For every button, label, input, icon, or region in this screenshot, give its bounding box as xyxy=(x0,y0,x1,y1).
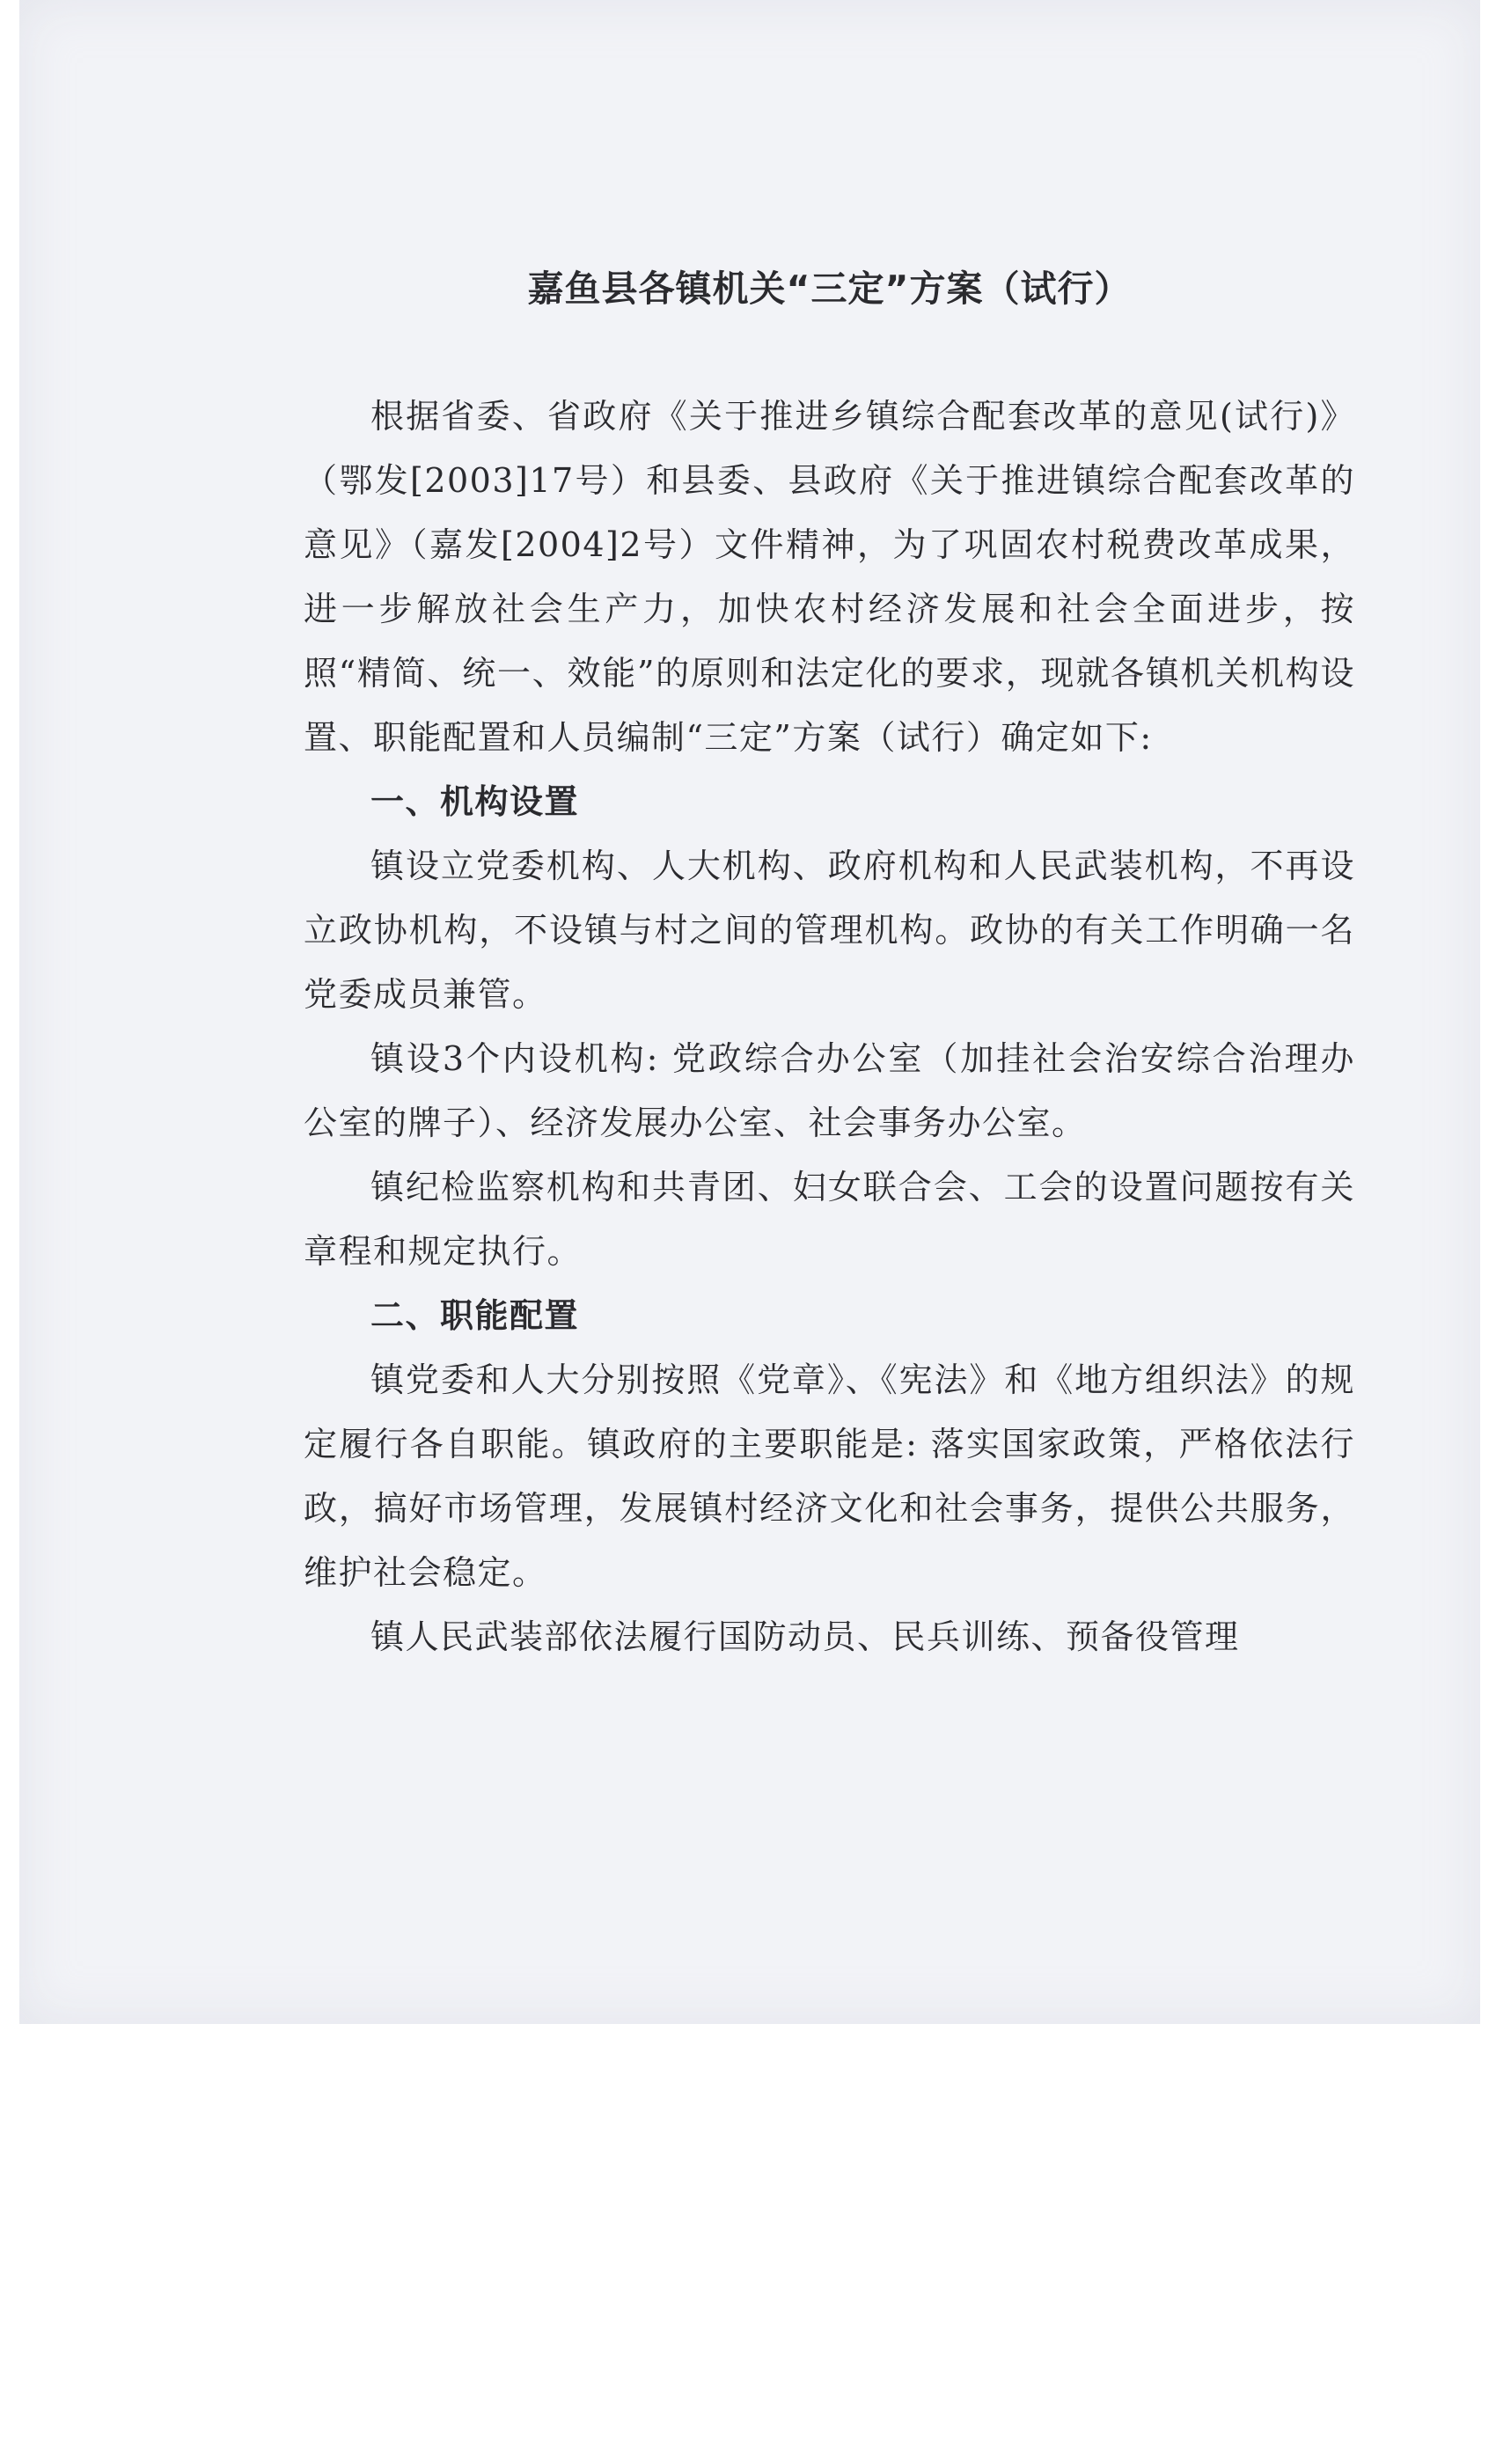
paragraph: 镇纪检监察机构和共青团、妇女联合会、工会的设置问题按有关章程和规定执行。 xyxy=(304,1168,1355,1272)
section-heading-functions: 二、职能配置 xyxy=(370,1296,580,1336)
paragraph: 镇人民武装部依法履行国防动员、民兵训练、预备役管理 xyxy=(370,1617,1240,1657)
paragraph: 镇设3个内设机构: 党政综合办公室（加挂社会治安综合治理办公室的牌子）、经济发展办公室、社会事务办公室。 xyxy=(304,1039,1355,1143)
paragraph: 镇党委和人大分别按照《党章》、《宪法》和《地方组织法》的规定履行各自职能。镇政府的主要职能是: 落实国家政策，严格依法行政，搞好市场管理，发展镇村经济文化和社会事务，提供公共服务，维护社会稳定。 xyxy=(304,1360,1355,1593)
intro-paragraph: 根据省委、省政府《关于推进乡镇综合配套改革的意见(试行)》（鄂发[2003]17号）和县委、县政府《关于推进镇综合配套改革的意见》（嘉发[2004]2号）文件精神，为了巩固农村税费改革成果，进一步解放社会生产力，加快农村经济发展和社会全面进步，按照“精简、统一、效能”的原则和法定化的要求，现就各镇机关机构设置、职能配置和人员编制“三定”方案（试行）确定如下: xyxy=(304,397,1355,758)
section-heading-organization: 一、机构设置 xyxy=(370,782,580,822)
document-title: 嘉鱼县各镇机关“三定”方案（试行） xyxy=(527,268,1132,310)
paragraph: 镇设立党委机构、人大机构、政府机构和人民武装机构，不再设立政协机构，不设镇与村之间的管理机构。政协的有关工作明确一名党委成员兼管。 xyxy=(304,847,1355,1015)
document-page xyxy=(304,264,1355,1669)
